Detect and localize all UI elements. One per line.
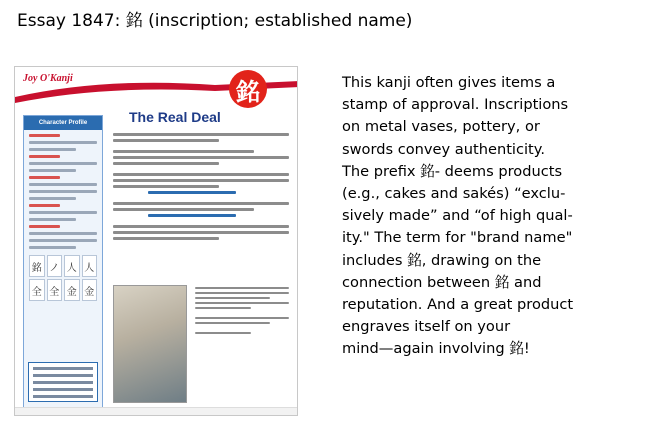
profile-header: Character Profile	[24, 116, 102, 130]
kanji-badge: 銘	[229, 70, 267, 108]
essay-line: stamp of approval. Inscriptions	[342, 96, 569, 114]
stroke-order-grid: 銘 ノ 人 人 全 全 金 金	[29, 255, 97, 301]
essay-line: This kanji often gives items a	[342, 74, 556, 91]
essay-line: sively made” and “of high qual-	[342, 207, 573, 225]
essay-line: engraves itself on your	[342, 318, 511, 336]
sake-bottle-photo	[113, 285, 187, 403]
character-profile-panel	[23, 115, 103, 409]
essay-page-thumbnail	[14, 66, 298, 416]
essay-line: connection between 銘 and	[342, 273, 542, 291]
frequency-table	[28, 362, 98, 402]
essay-line: mind—again involving 銘!	[342, 340, 530, 358]
photo-caption	[195, 287, 289, 337]
essay-line: (e.g., cakes and sakés) “exclu-	[342, 185, 566, 203]
essay-line: The prefix 銘- deems products	[342, 162, 563, 180]
thumbnail-body-text	[113, 133, 289, 243]
essay-line: swords convey authenticity.	[342, 140, 545, 158]
essay-line: includes 銘, drawing on the	[342, 251, 542, 269]
essay-heading: Essay 1847: 銘 (inscription; established name)	[17, 11, 413, 31]
joy-o-kanji-logo: Joy O'Kanji	[23, 73, 73, 84]
essay-text	[342, 72, 642, 361]
essay-line: ity." The term for "brand name"	[342, 229, 573, 247]
essay-line: on metal vases, pottery, or	[342, 118, 540, 136]
thumbnail-title: The Real Deal	[129, 109, 221, 125]
essay-line: reputation. And a great product	[342, 296, 574, 314]
thumbnail-footer	[15, 407, 298, 415]
